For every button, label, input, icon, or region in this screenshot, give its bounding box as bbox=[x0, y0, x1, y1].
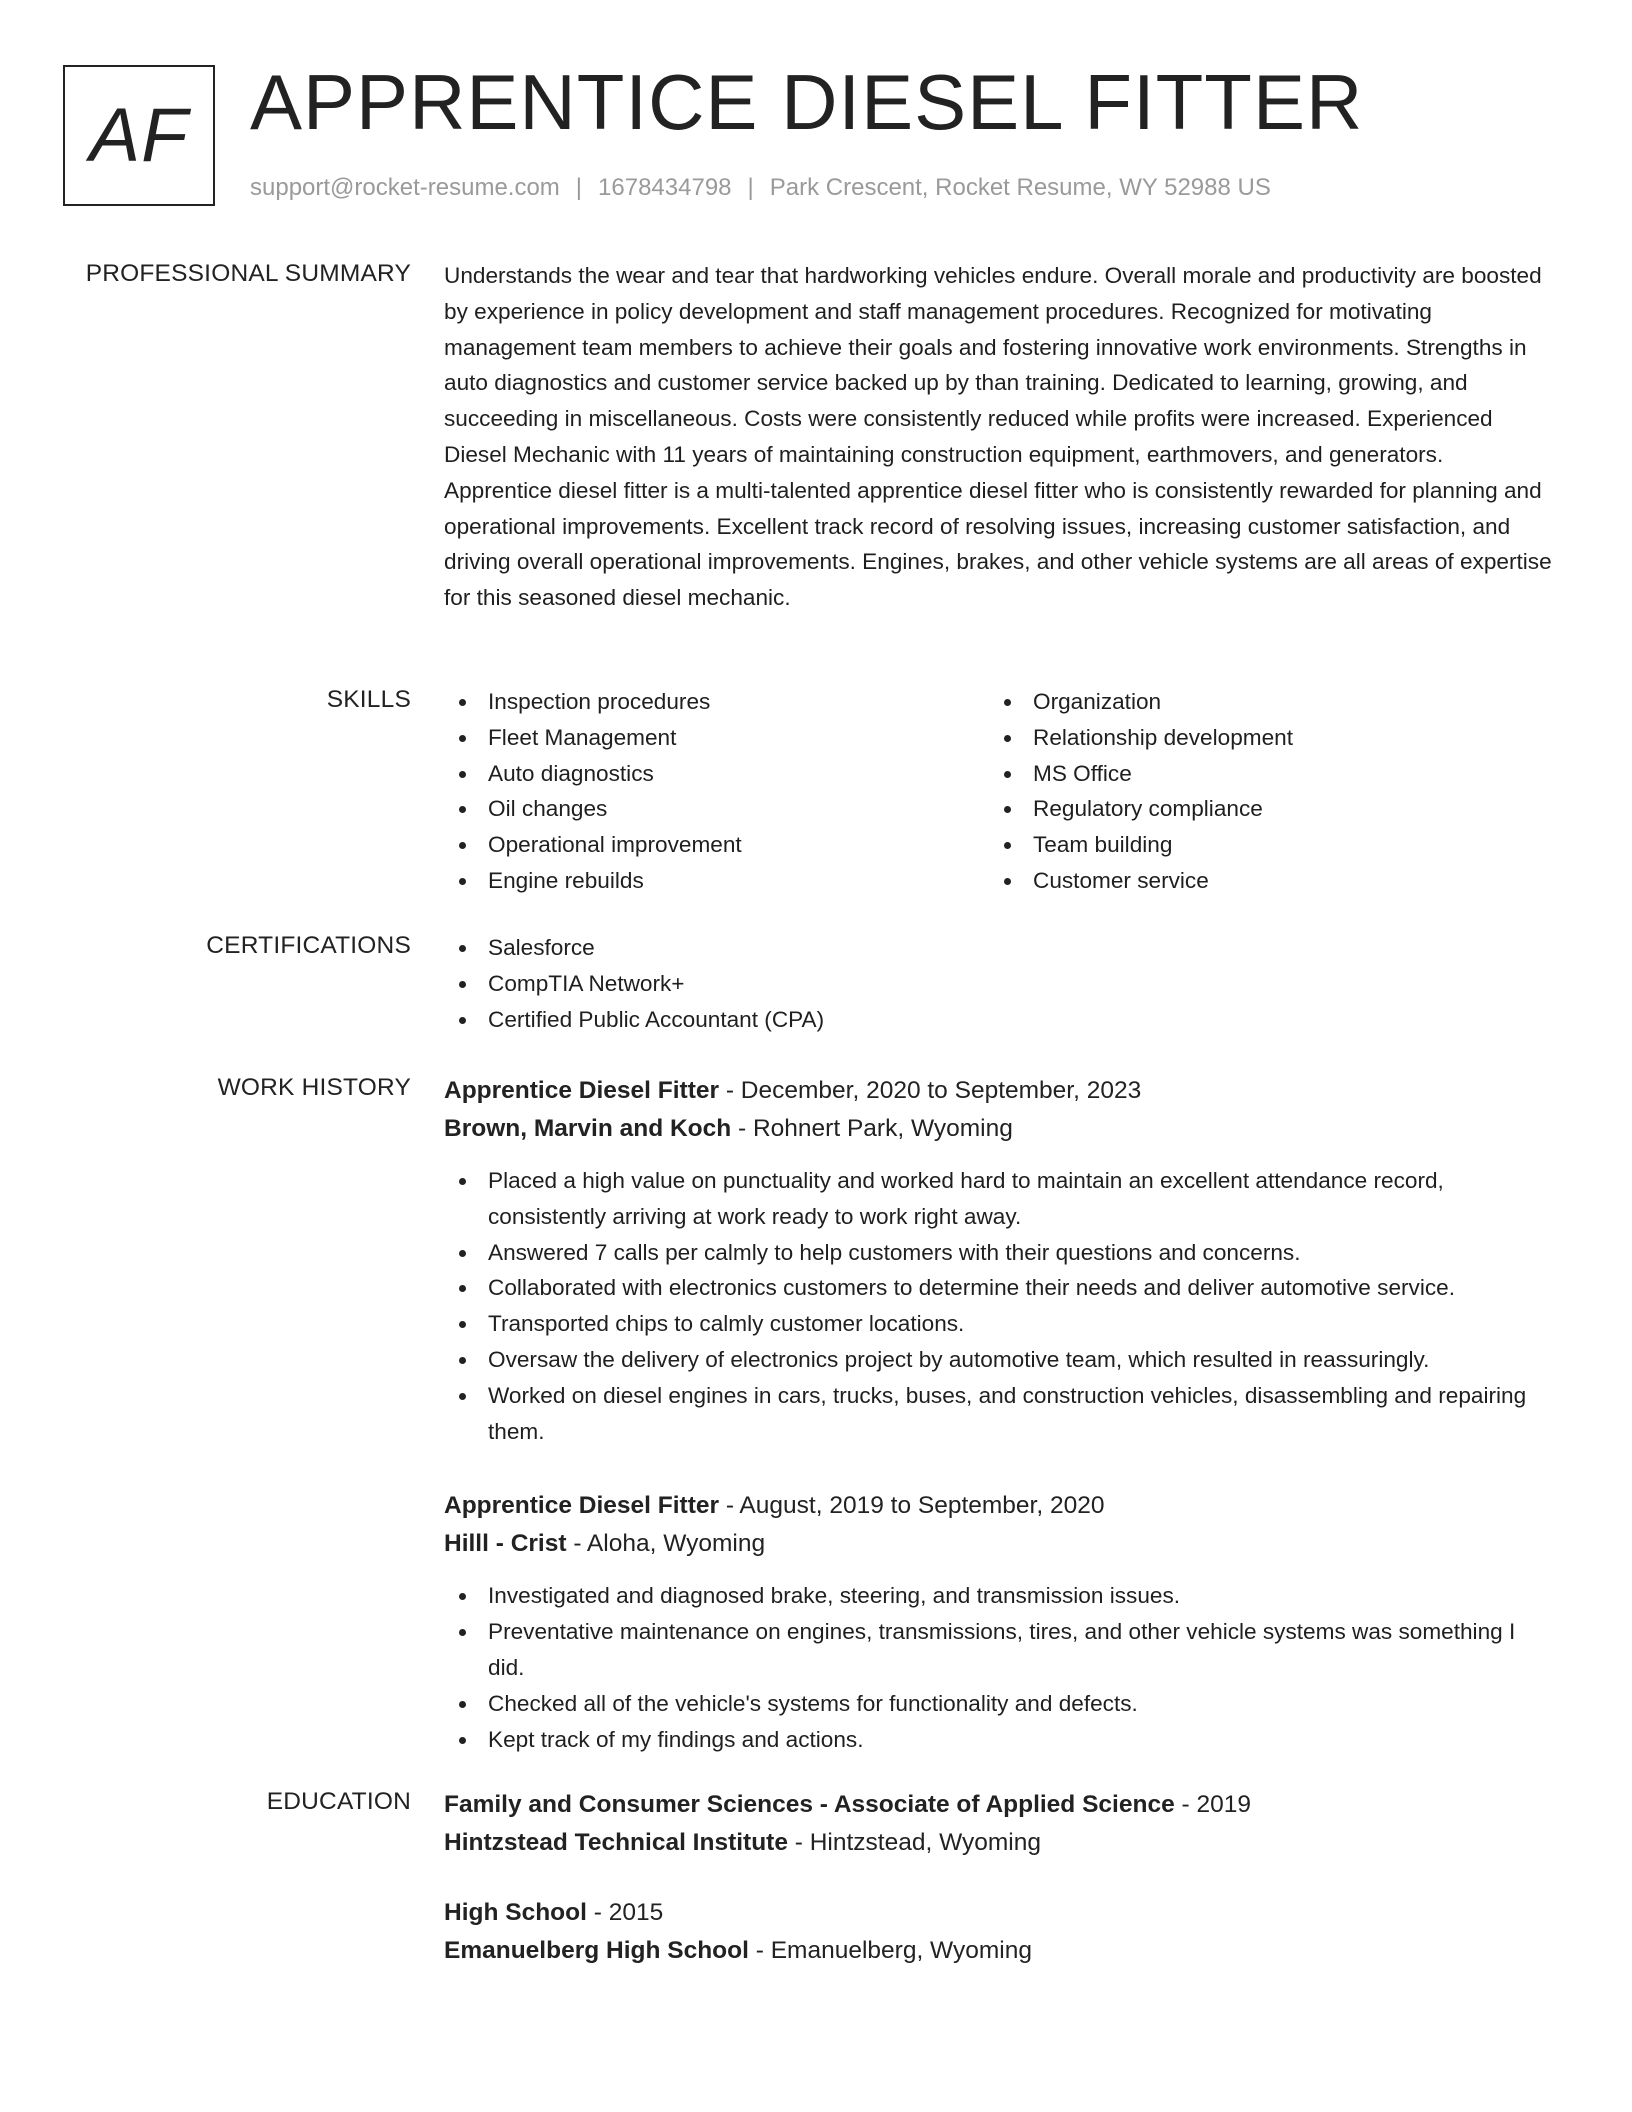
job-location: - Aloha, Wyoming bbox=[566, 1530, 766, 1558]
monogram-initials: AF bbox=[89, 93, 189, 178]
work-history-body bbox=[444, 1072, 1554, 1757]
section-label-summary: PROFESSIONAL SUMMARY bbox=[85, 260, 411, 287]
job-bullets bbox=[444, 1163, 1554, 1449]
education-location: - Emanuelberg, Wyoming bbox=[748, 1937, 1032, 1964]
section-label-work-history: WORK HISTORY bbox=[217, 1074, 411, 1101]
education-body bbox=[444, 1786, 1554, 1970]
section-label-certifications: CERTIFICATIONS bbox=[206, 932, 411, 959]
job-bullet: Worked on diesel engines in cars, trucks, buses, and construction vehicles, disassembling and repairing them. bbox=[444, 1378, 1554, 1450]
summary-text: Understands the wear and tear that hardworking vehicles endure. Overall morale and productivity are boosted by experience in policy development and staff management procedures. Recognized for motivating management team members to achieve their goals and fostering innovative work environments. Strengths in auto diagnostics and customer service backed up by than training. Dedicated to learning, growing, and succeeding in miscellaneous. Costs were consistently reduced while profits were increased. Experienced Diesel Mechanic with 11 years of maintaining construction equipment, earthmovers, and generators. Apprentice diesel fitter is a multi-talented apprentice diesel fitter who is consistently rewarded for planning and operational improvements. Excellent track record of resolving issues, increasing customer satisfaction, and driving overall operational improvements. Engines, brakes, and other vehicle systems are all areas of expertise for this seasoned diesel mechanic. bbox=[444, 263, 1552, 611]
job-bullet: Preventative maintenance on engines, transmissions, tires, and other vehicle systems was something I did. bbox=[444, 1614, 1554, 1686]
skill-item: Fleet Management bbox=[444, 720, 964, 756]
job-title-line bbox=[444, 1487, 1554, 1525]
skills-column-right bbox=[989, 684, 1509, 899]
section-label-skills: SKILLS bbox=[326, 686, 411, 713]
skill-item: Regulatory compliance bbox=[989, 791, 1509, 827]
skill-item: Oil changes bbox=[444, 791, 964, 827]
section-label-education: EDUCATION bbox=[266, 1788, 411, 1815]
education-entry bbox=[444, 1894, 1554, 1970]
contact-line bbox=[250, 172, 1271, 204]
job-entry bbox=[444, 1487, 1554, 1757]
certification-item: Salesforce bbox=[444, 930, 1554, 966]
job-title: Apprentice Diesel Fitter bbox=[444, 1492, 720, 1520]
education-school-line bbox=[444, 1932, 1554, 1970]
job-bullet: Collaborated with electronics customers to determine their needs and deliver automotive service. bbox=[444, 1270, 1554, 1306]
job-bullet: Transported chips to calmly customer locations. bbox=[444, 1306, 1554, 1342]
skill-item: Organization bbox=[989, 684, 1509, 720]
contact-separator: | bbox=[747, 174, 754, 201]
job-company-line bbox=[444, 1110, 1554, 1148]
job-bullet: Answered 7 calls per calmly to help customers with their questions and concerns. bbox=[444, 1235, 1554, 1271]
education-year: - 2015 bbox=[586, 1899, 664, 1926]
job-dates: - August, 2019 to September, 2020 bbox=[719, 1492, 1105, 1520]
education-degree-line bbox=[444, 1786, 1554, 1824]
skill-item: Auto diagnostics bbox=[444, 756, 964, 792]
job-bullet: Investigated and diagnosed brake, steering, and transmission issues. bbox=[444, 1578, 1554, 1614]
education-school: Emanuelberg High School bbox=[444, 1937, 749, 1964]
skill-item: Engine rebuilds bbox=[444, 863, 964, 899]
education-degree: High School bbox=[444, 1899, 587, 1926]
education-degree-line bbox=[444, 1894, 1554, 1932]
job-company: Brown, Marvin and Koch bbox=[444, 1115, 732, 1142]
job-company: Hilll - Crist bbox=[444, 1530, 567, 1558]
job-company-line bbox=[444, 1525, 1554, 1563]
job-bullet: Placed a high value on punctuality and worked hard to maintain an excellent attendance record, consistently arriving at work ready to work right away. bbox=[444, 1163, 1554, 1235]
skills-column-left bbox=[444, 684, 964, 899]
certification-item: CompTIA Network+ bbox=[444, 966, 1554, 1002]
skill-item: Customer service bbox=[989, 863, 1509, 899]
job-bullet: Checked all of the vehicle's systems for functionality and defects. bbox=[444, 1686, 1554, 1722]
contact-address: Park Crescent, Rocket Resume, WY 52988 US bbox=[769, 174, 1271, 201]
resume-title: APPRENTICE DIESEL FITTER bbox=[250, 58, 1364, 146]
contact-phone: 1678434798 bbox=[598, 174, 732, 201]
job-bullet: Kept track of my findings and actions. bbox=[444, 1722, 1554, 1758]
education-degree: Family and Consumer Sciences - Associate of Applied Science bbox=[444, 1791, 1175, 1818]
education-school: Hintzstead Technical Institute bbox=[444, 1829, 788, 1856]
certifications-body bbox=[444, 930, 1554, 1037]
education-school-line bbox=[444, 1824, 1554, 1862]
job-title: Apprentice Diesel Fitter bbox=[444, 1077, 720, 1104]
skill-item: Relationship development bbox=[989, 720, 1509, 756]
job-title-line bbox=[444, 1072, 1554, 1110]
skill-item: MS Office bbox=[989, 756, 1509, 792]
job-dates: - December, 2020 to September, 2023 bbox=[719, 1077, 1142, 1104]
job-bullets bbox=[444, 1578, 1554, 1757]
skill-item: Inspection procedures bbox=[444, 684, 964, 720]
education-location: - Hintzstead, Wyoming bbox=[787, 1829, 1041, 1856]
certification-item: Certified Public Accountant (CPA) bbox=[444, 1002, 1554, 1038]
education-year: - 2019 bbox=[1174, 1791, 1251, 1818]
education-entry bbox=[444, 1786, 1554, 1862]
job-bullet: Oversaw the delivery of electronics project by automotive team, which resulted in reassuringly. bbox=[444, 1342, 1554, 1378]
summary-body bbox=[444, 258, 1554, 616]
skill-item: Operational improvement bbox=[444, 827, 964, 863]
job-entry bbox=[444, 1072, 1554, 1449]
skill-item: Team building bbox=[989, 827, 1509, 863]
contact-email: support@rocket-resume.com bbox=[250, 174, 560, 201]
monogram-box bbox=[63, 65, 215, 206]
contact-separator: | bbox=[575, 174, 583, 201]
job-location: - Rohnert Park, Wyoming bbox=[731, 1115, 1013, 1142]
